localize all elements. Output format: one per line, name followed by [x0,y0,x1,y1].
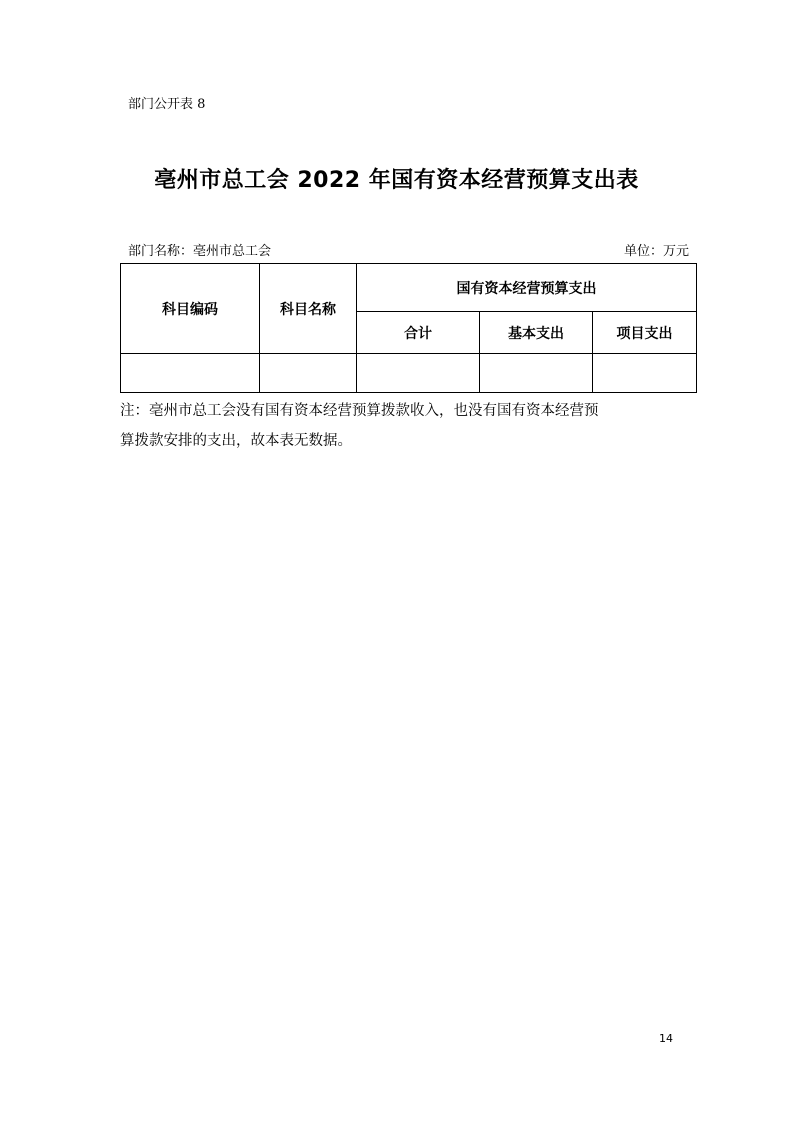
note-line: 注：亳州市总工会没有国有资本经营预算拨款收入，也没有国有资本经营预 [120,403,599,419]
table-note [120,396,680,456]
table-row [121,354,697,393]
header-basic-expenditure: 基本支出 [480,312,593,354]
page-number: 14 [659,1032,673,1045]
unit-label: 单位：万元 [623,244,689,259]
table-cell [357,354,480,393]
header-total: 合计 [357,312,480,354]
note-line: 算拨款安排的支出，故本表无数据。 [120,433,352,449]
document-label: 部门公开表 8 [128,97,206,112]
table-cell [260,354,357,393]
table-header-row [121,264,697,312]
page-title: 亳州市总工会 2022 年国有资本经营预算支出表 [154,168,639,193]
table-cell [121,354,260,393]
header-subject-name: 科目名称 [260,264,357,354]
header-subject-code: 科目编码 [121,264,260,354]
header-group-expenditure: 国有资本经营预算支出 [357,264,697,312]
budget-table [120,263,697,393]
table-cell [480,354,593,393]
header-project-expenditure: 项目支出 [593,312,697,354]
department-name: 部门名称：亳州市总工会 [128,244,272,259]
table-meta [128,244,689,260]
table-cell [593,354,697,393]
